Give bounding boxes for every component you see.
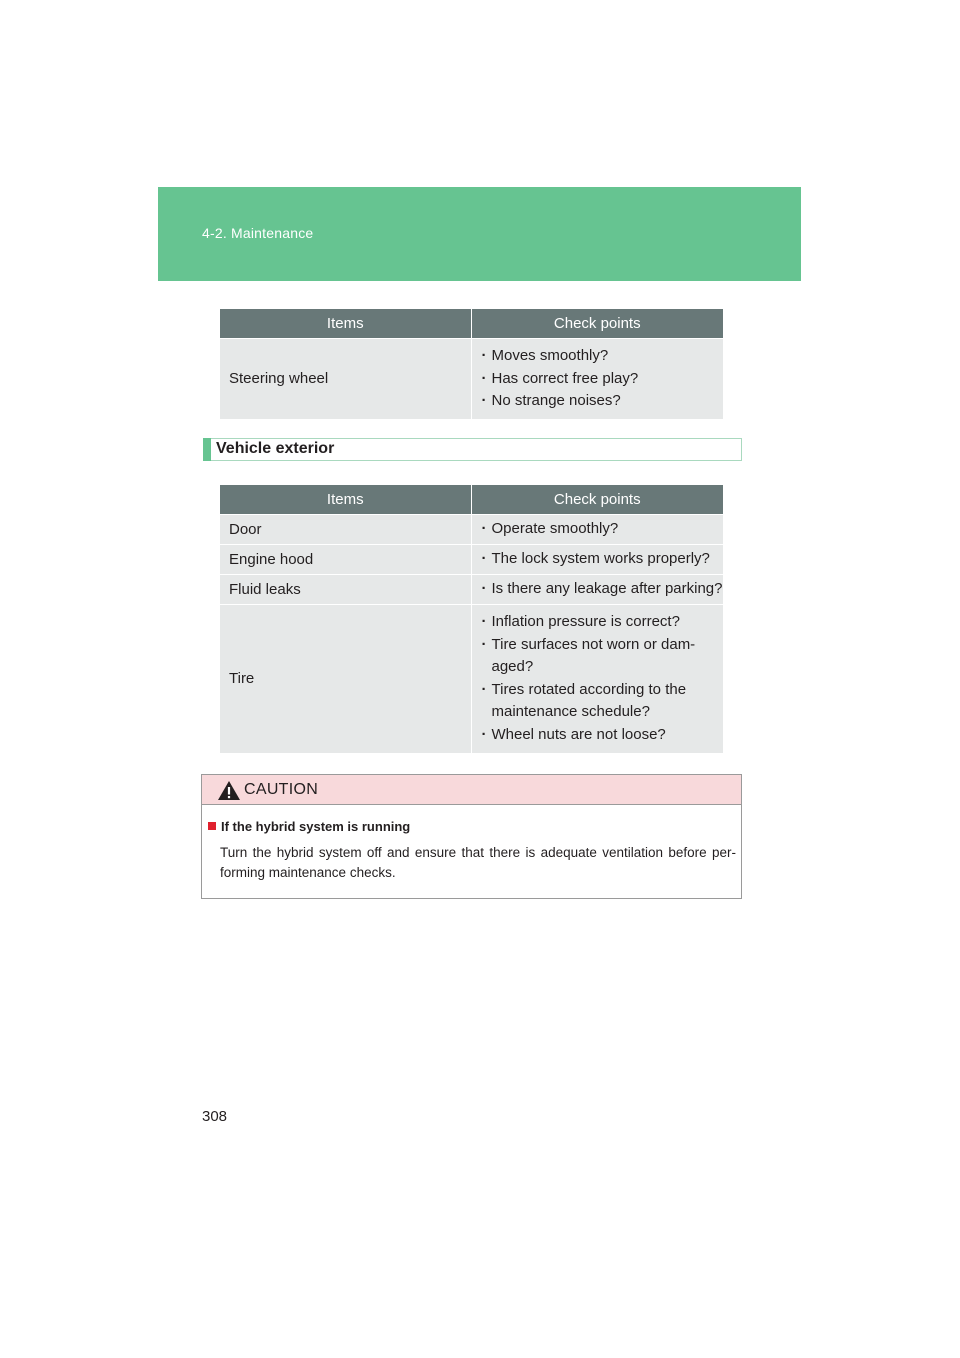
caution-subtitle: If the hybrid system is running bbox=[221, 819, 411, 834]
check-points-cell bbox=[471, 575, 723, 605]
caution-subtitle-row bbox=[208, 819, 410, 834]
check-points-cell bbox=[471, 515, 723, 545]
column-header-items: Items bbox=[220, 485, 471, 515]
table-row bbox=[220, 339, 723, 419]
page-number: 308 bbox=[202, 1108, 228, 1125]
steering-check-table bbox=[220, 309, 723, 419]
heading-title: Vehicle exterior bbox=[216, 440, 335, 457]
check-point: · Is there any leakage after parking? bbox=[482, 578, 724, 601]
item-cell: Tire bbox=[220, 605, 471, 753]
section-path: 4-2. Maintenance bbox=[202, 225, 314, 241]
check-point: · Tires rotated according to the maintenance schedule? bbox=[482, 679, 724, 724]
item-cell: Steering wheel bbox=[220, 339, 471, 419]
caution-body: Turn the hybrid system off and ensure that there is adequate ventilation before per-forming maintenance checks. bbox=[220, 845, 736, 880]
caution-header bbox=[202, 775, 741, 805]
check-point: · The lock system works properly? bbox=[482, 548, 724, 571]
check-point: · Has correct free play? bbox=[482, 368, 724, 391]
table-row bbox=[220, 605, 723, 753]
table-row bbox=[220, 545, 723, 575]
check-points-cell bbox=[471, 339, 723, 419]
column-header-check-points: Check points bbox=[471, 309, 723, 339]
check-point: · Moves smoothly? bbox=[482, 345, 724, 368]
item-cell: Door bbox=[220, 515, 471, 545]
column-header-check-points: Check points bbox=[471, 485, 723, 515]
vehicle-exterior-heading bbox=[203, 438, 742, 461]
caution-box bbox=[201, 774, 742, 899]
header-band bbox=[158, 187, 801, 281]
warning-triangle-icon bbox=[217, 780, 241, 801]
check-point: · No strange noises? bbox=[482, 390, 724, 413]
table-row bbox=[220, 515, 723, 545]
check-points-cell bbox=[471, 545, 723, 575]
check-points-cell bbox=[471, 605, 723, 753]
heading-accent-bar bbox=[203, 438, 211, 461]
caution-title: CAUTION bbox=[244, 781, 319, 798]
item-cell: Fluid leaks bbox=[220, 575, 471, 605]
red-square-bullet-icon bbox=[208, 822, 216, 830]
check-point: · Inflation pressure is correct? bbox=[482, 611, 724, 634]
check-point: · Wheel nuts are not loose? bbox=[482, 724, 724, 747]
exterior-check-table bbox=[220, 485, 723, 753]
check-point: · Tire surfaces not worn or dam-aged? bbox=[482, 634, 724, 679]
column-header-items: Items bbox=[220, 309, 471, 339]
check-point: · Operate smoothly? bbox=[482, 518, 724, 541]
table-row bbox=[220, 575, 723, 605]
item-cell: Engine hood bbox=[220, 545, 471, 575]
